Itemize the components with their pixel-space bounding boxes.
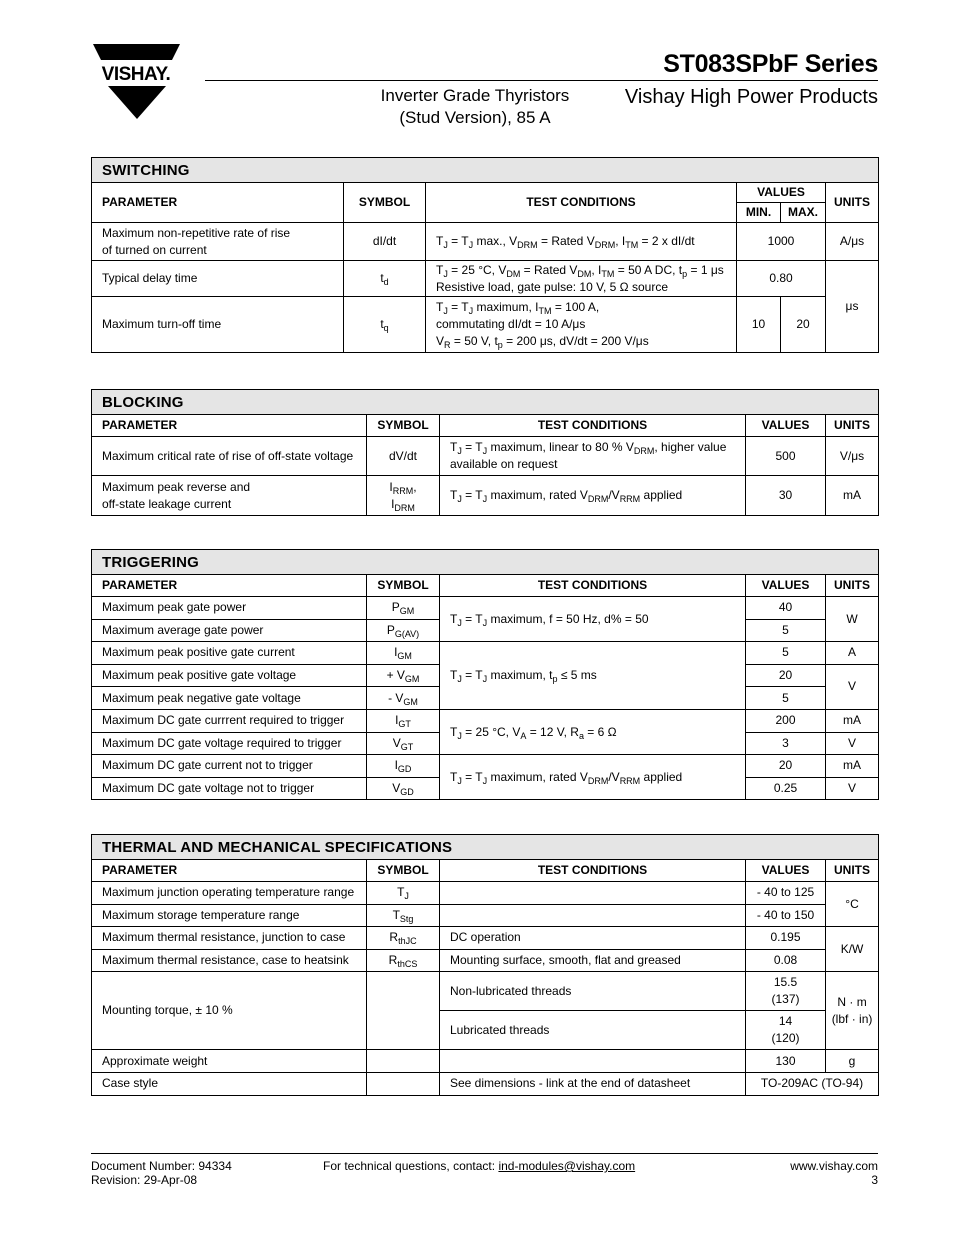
value-cell: 0.08 bbox=[746, 949, 826, 972]
value-cell: 40 bbox=[746, 597, 826, 620]
test-cell: Mounting surface, smooth, flat and greased bbox=[440, 949, 746, 972]
value-cell: 0.25 bbox=[746, 777, 826, 800]
value-cell: 3 bbox=[746, 732, 826, 755]
param-cell: Maximum peak negative gate voltage bbox=[92, 687, 367, 710]
param-cell: Maximum peak positive gate current bbox=[92, 642, 367, 665]
document-number: Document Number: 94334 bbox=[91, 1159, 232, 1173]
param-cell: Mounting torque, ± 10 % bbox=[92, 972, 367, 1050]
thermal-table bbox=[91, 834, 879, 1096]
value-cell: 0.80 bbox=[737, 261, 826, 297]
param-cell: Maximum junction operating temperature range bbox=[92, 882, 367, 905]
param-cell: Maximum thermal resistance, case to heatsink bbox=[92, 949, 367, 972]
test-cell: $T_J = T_J$ max., $V_{DRM}$ = Rated $V_{DRM}$, $I_{TM} = 2$ x dI/dt bbox=[426, 223, 737, 261]
value-cell: 5 bbox=[746, 642, 826, 665]
value-cell: TO-209AC (TO-94) bbox=[746, 1072, 879, 1095]
col-test-conditions: TEST CONDITIONS bbox=[440, 415, 746, 437]
col-parameter: PARAMETER bbox=[92, 860, 367, 882]
brand-line: Vishay High Power Products bbox=[624, 86, 878, 108]
unit-cell: A bbox=[826, 642, 879, 665]
switching-table bbox=[91, 157, 879, 353]
test-cell: $T_J = T_J$ maximum, rated $V_{DRM}/V_{RRM}$ applied bbox=[440, 755, 746, 800]
param-cell: Approximate weight bbox=[92, 1050, 367, 1073]
table-row bbox=[92, 597, 879, 620]
unit-cell: V/μs bbox=[826, 437, 879, 476]
unit-cell: μs bbox=[826, 261, 879, 353]
symbol-cell: $R_{thJC}$ bbox=[367, 927, 440, 950]
symbol-cell bbox=[367, 1050, 440, 1073]
test-cell: $T_J = 25$ °C, $V_A = 12$ V, $R_a = 6$ Ω bbox=[440, 709, 746, 754]
symbol-cell: dV/dt bbox=[367, 437, 440, 476]
symbol-cell bbox=[367, 972, 440, 1050]
table-row bbox=[92, 949, 879, 972]
symbol-cell: dI/dt bbox=[344, 223, 426, 261]
test-cell: See dimensions - link at the end of datasheet bbox=[440, 1072, 746, 1095]
test-cell: Lubricated threads bbox=[440, 1011, 746, 1050]
table-row bbox=[92, 882, 879, 905]
series-title: ST083SPbF Series bbox=[663, 50, 878, 78]
col-symbol: SYMBOL bbox=[367, 415, 440, 437]
symbol-cell: - $V_{GM}$ bbox=[367, 687, 440, 710]
param-cell: Maximum critical rate of rise of off-state voltage bbox=[92, 437, 367, 476]
param-cell: Maximum DC gate currrent required to trigger bbox=[92, 709, 367, 732]
unit-cell: A/μs bbox=[826, 223, 879, 261]
website-link[interactable]: www.vishay.com bbox=[790, 1159, 878, 1173]
value-cell: 500 bbox=[746, 437, 826, 476]
unit-cell: °C bbox=[826, 882, 879, 927]
param-cell: Maximum DC gate voltage required to trigger bbox=[92, 732, 367, 755]
table-row bbox=[92, 476, 879, 516]
unit-cell: V bbox=[826, 777, 879, 800]
footer-rule bbox=[91, 1153, 878, 1154]
min-value-cell: 10 bbox=[737, 297, 781, 353]
value-cell: 0.195 bbox=[746, 927, 826, 950]
param-cell: Maximum DC gate voltage not to trigger bbox=[92, 777, 367, 800]
test-cell: DC operation bbox=[440, 927, 746, 950]
symbol-cell: $T_J$ bbox=[367, 882, 440, 905]
param-cell: Maximum non-repetitive rate of rise of turned on current bbox=[92, 223, 344, 261]
col-min: MIN. bbox=[737, 203, 781, 223]
symbol-cell: $t_d$ bbox=[344, 261, 426, 297]
test-cell: $T_J = T_J$ maximum, f = 50 Hz, d% = 50 bbox=[440, 597, 746, 642]
unit-cell: mA bbox=[826, 709, 879, 732]
switching-title: SWITCHING bbox=[92, 158, 879, 183]
subtitle-line-2: (Stud Version), 85 A bbox=[399, 108, 551, 127]
symbol-cell: $I_{RRM}$, $I_{DRM}$ bbox=[367, 476, 440, 516]
blocking-table bbox=[91, 389, 879, 516]
symbol-cell: $T_{Stg}$ bbox=[367, 904, 440, 927]
table-row bbox=[92, 1050, 879, 1073]
col-symbol: SYMBOL bbox=[344, 183, 426, 223]
blocking-title: BLOCKING bbox=[92, 390, 879, 415]
col-max: MAX. bbox=[781, 203, 826, 223]
contact-label: For technical questions, contact: bbox=[323, 1159, 499, 1173]
symbol-cell bbox=[367, 1072, 440, 1095]
symbol-cell: $t_q$ bbox=[344, 297, 426, 353]
page-number: 3 bbox=[871, 1173, 878, 1187]
symbol-cell: $I_{GM}$ bbox=[367, 642, 440, 665]
value-cell: 14 (120) bbox=[746, 1011, 826, 1050]
param-cell: Maximum storage temperature range bbox=[92, 904, 367, 927]
col-values: VALUES bbox=[746, 575, 826, 597]
value-cell: - 40 to 125 bbox=[746, 882, 826, 905]
col-values: VALUES bbox=[746, 860, 826, 882]
symbol-cell: $P_{GM}$ bbox=[367, 597, 440, 620]
param-cell: Maximum peak gate power bbox=[92, 597, 367, 620]
footer-right bbox=[790, 1159, 878, 1187]
test-cell bbox=[440, 882, 746, 905]
contact-email-link[interactable]: ind-modules@vishay.com bbox=[498, 1159, 636, 1173]
value-cell: 1000 bbox=[737, 223, 826, 261]
symbol-cell: $I_{GT}$ bbox=[367, 709, 440, 732]
param-cell: Case style bbox=[92, 1072, 367, 1095]
col-parameter: PARAMETER bbox=[92, 183, 344, 223]
symbol-cell: + $V_{GM}$ bbox=[367, 664, 440, 687]
param-cell: Maximum thermal resistance, junction to case bbox=[92, 927, 367, 950]
table-row bbox=[92, 972, 879, 1011]
revision: Revision: 29-Apr-08 bbox=[91, 1173, 198, 1187]
svg-text:VISHAY.: VISHAY. bbox=[101, 64, 171, 85]
table-row bbox=[92, 297, 879, 353]
vishay-logo bbox=[88, 44, 184, 120]
unit-cell: g bbox=[826, 1050, 879, 1073]
unit-cell: W bbox=[826, 597, 879, 642]
col-values: VALUES bbox=[746, 415, 826, 437]
col-units: UNITS bbox=[826, 415, 879, 437]
triggering-table bbox=[91, 549, 879, 800]
max-value-cell: 20 bbox=[781, 297, 826, 353]
col-units: UNITS bbox=[826, 860, 879, 882]
value-cell: 20 bbox=[746, 755, 826, 778]
table-row bbox=[92, 755, 879, 778]
value-cell: 20 bbox=[746, 664, 826, 687]
col-units: UNITS bbox=[826, 183, 879, 223]
footer-contact bbox=[323, 1159, 635, 1173]
test-cell: $T_J = T_J$ maximum, linear to 80 % $V_{DRM}$, higher value available on request bbox=[440, 437, 746, 476]
symbol-cell: $I_{GD}$ bbox=[367, 755, 440, 778]
value-cell: 130 bbox=[746, 1050, 826, 1073]
col-test-conditions: TEST CONDITIONS bbox=[426, 183, 737, 223]
triggering-title: TRIGGERING bbox=[92, 550, 879, 575]
test-cell: $T_J = T_J$ maximum, $t_p \le 5$ ms bbox=[440, 642, 746, 710]
test-cell: $T_J = T_J$ maximum, rated $V_{DRM}/V_{RRM}$ applied bbox=[440, 476, 746, 516]
symbol-cell: $P_{G(AV)}$ bbox=[367, 619, 440, 642]
table-row bbox=[92, 1072, 879, 1095]
col-symbol: SYMBOL bbox=[367, 860, 440, 882]
param-cell: Maximum turn-off time bbox=[92, 297, 344, 353]
col-test-conditions: TEST CONDITIONS bbox=[440, 575, 746, 597]
col-test-conditions: TEST CONDITIONS bbox=[440, 860, 746, 882]
unit-cell: mA bbox=[826, 476, 879, 516]
col-values: VALUES bbox=[737, 183, 826, 203]
col-parameter: PARAMETER bbox=[92, 575, 367, 597]
table-row bbox=[92, 927, 879, 950]
footer-doc-info bbox=[91, 1159, 232, 1187]
subtitle-line-1: Inverter Grade Thyristors bbox=[380, 86, 570, 105]
thermal-title: THERMAL AND MECHANICAL SPECIFICATIONS bbox=[92, 835, 879, 860]
unit-cell: mA bbox=[826, 755, 879, 778]
value-cell: - 40 to 150 bbox=[746, 904, 826, 927]
table-row bbox=[92, 261, 879, 297]
value-cell: 15.5 (137) bbox=[746, 972, 826, 1011]
param-cell: Maximum peak reverse and off-state leakage current bbox=[92, 476, 367, 516]
table-row bbox=[92, 642, 879, 665]
test-cell bbox=[440, 1050, 746, 1073]
param-cell: Typical delay time bbox=[92, 261, 344, 297]
table-row bbox=[92, 437, 879, 476]
unit-cell: K/W bbox=[826, 927, 879, 972]
param-cell: Maximum DC gate current not to trigger bbox=[92, 755, 367, 778]
col-parameter: PARAMETER bbox=[92, 415, 367, 437]
col-symbol: SYMBOL bbox=[367, 575, 440, 597]
symbol-cell: $V_{GD}$ bbox=[367, 777, 440, 800]
table-row bbox=[92, 904, 879, 927]
product-subtitle bbox=[330, 85, 620, 129]
symbol-cell: $V_{GT}$ bbox=[367, 732, 440, 755]
param-cell: Maximum average gate power bbox=[92, 619, 367, 642]
value-cell: 200 bbox=[746, 709, 826, 732]
test-cell bbox=[440, 904, 746, 927]
param-cell: Maximum peak positive gate voltage bbox=[92, 664, 367, 687]
unit-cell: V bbox=[826, 732, 879, 755]
col-units: UNITS bbox=[826, 575, 879, 597]
table-row bbox=[92, 223, 879, 261]
value-cell: 5 bbox=[746, 687, 826, 710]
header-rule bbox=[205, 80, 878, 81]
table-row bbox=[92, 709, 879, 732]
test-cell: $T_J = 25$ °C, $V_{DM}$ = Rated $V_{DM}$, $I_{TM} = 50$ A DC, $t_p = 1$ μs Resistive load, gate pulse: 10 V, 5 Ω source bbox=[426, 261, 737, 297]
value-cell: 30 bbox=[746, 476, 826, 516]
symbol-cell: $R_{thCS}$ bbox=[367, 949, 440, 972]
value-cell: 5 bbox=[746, 619, 826, 642]
test-cell: $T_J = T_J$ maximum, $I_{TM} = 100$ A, commutating dI/dt = 10 A/μs $V_R = 50$ V, $t_p = 200$ μs, dV/dt = 200 V/μs bbox=[426, 297, 737, 353]
unit-cell: V bbox=[826, 664, 879, 709]
unit-cell: N · m (lbf · in) bbox=[826, 972, 879, 1050]
test-cell: Non-lubricated threads bbox=[440, 972, 746, 1011]
